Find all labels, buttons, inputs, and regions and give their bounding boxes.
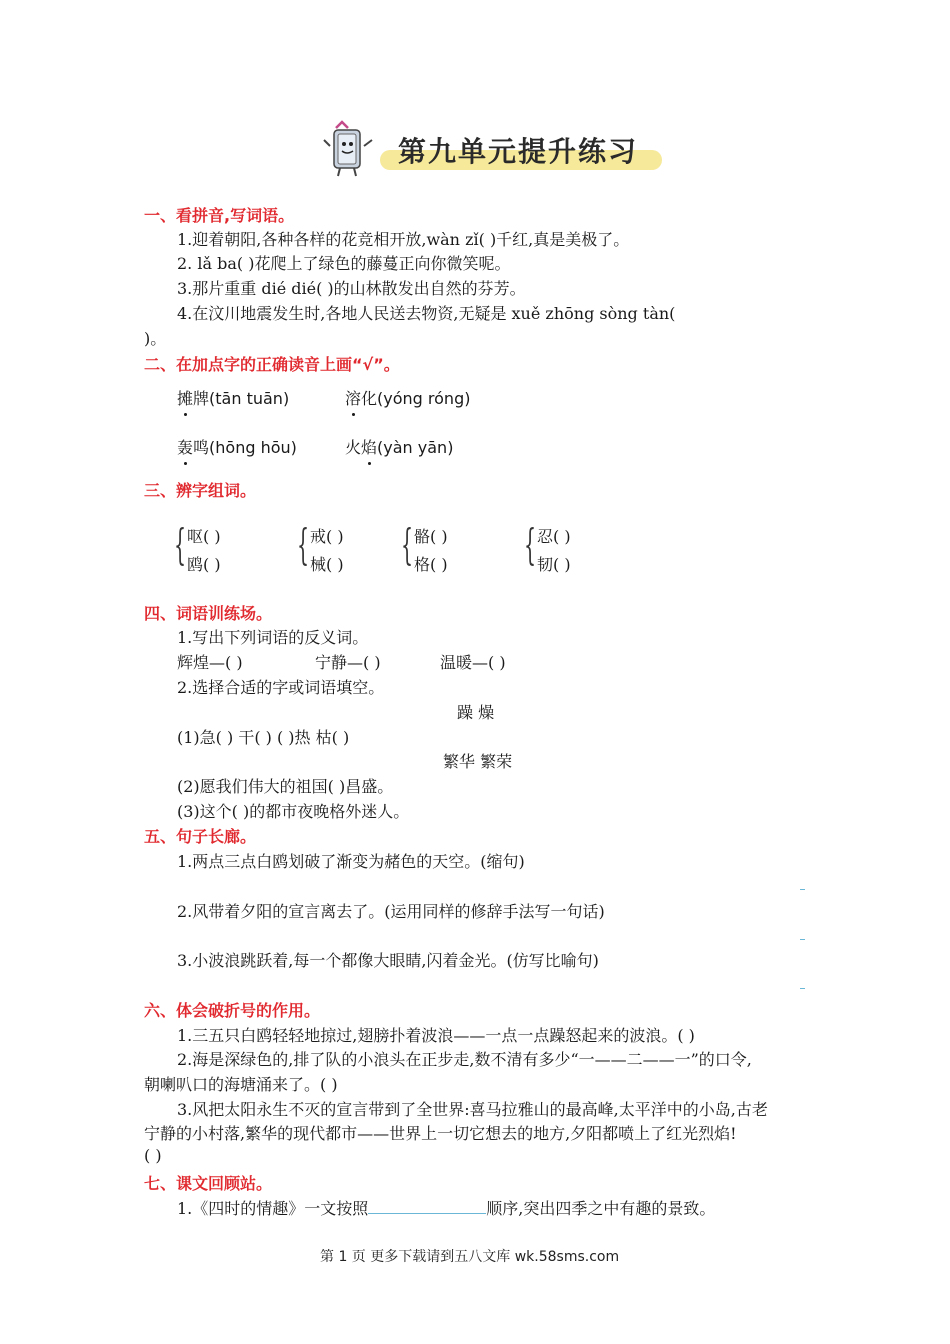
s3-pair-2-a: 戒( ) [310, 527, 344, 546]
s4-options-2: 繁华 繁荣 [443, 752, 513, 771]
section-4-heading: 四、词语训练场。 [144, 604, 273, 623]
s3-pair-4-a: 忍( ) [537, 527, 571, 546]
s3-pair-4-b: 韧( ) [537, 555, 571, 574]
s6-question-3-cont: 宁静的小村落,繁华的现代都市——世界上一切它想去的地方,夕阳都喷上了红光烈焰! [144, 1124, 737, 1143]
s6-question-3: 3.风把太阳永生不灭的宣言带到了全世界:喜马拉雅山的最高峰,太平洋中的小岛,古老 [177, 1100, 768, 1119]
s4-antonym-2: 宁静—( ) [315, 653, 381, 672]
s1-question-4-end: )。 [144, 329, 167, 348]
answer-line-marker [800, 939, 805, 940]
section-5-heading: 五、句子长廊。 [144, 827, 257, 846]
s1-question-4: 4.在汶川地震发生时,各地人民送去物资,无疑是 xuě zhōng sòng tàn( [177, 304, 676, 323]
brace-icon: { [401, 520, 414, 569]
s4-fill-2: (2)愿我们伟大的祖国( )昌盛。 [177, 777, 394, 796]
section-1-heading: 一、看拼音,写词语。 [144, 206, 295, 225]
s4-fill-3: (3)这个( )的都市夜晚格外迷人。 [177, 802, 410, 821]
s4-antonym-3: 温暖—( ) [440, 653, 506, 672]
s6-question-3-answer: ( ) [144, 1146, 162, 1165]
section-3-heading: 三、辨字组词。 [144, 481, 257, 500]
s4-fill-1: (1)急( ) 干( ) ( )热 枯( ) [177, 728, 350, 747]
s4-antonym-1: 辉煌—( ) [177, 653, 243, 672]
fill-blank[interactable] [368, 1199, 486, 1214]
s2-item-3: 轰鸣(hōng hōu) [177, 435, 297, 458]
s3-pair-3-b: 格( ) [414, 555, 448, 574]
s7-question-1: 1.《四时的情趣》一文按照 顺序,突出四季之中有趣的景致。 [177, 1199, 716, 1218]
s3-pair-2-b: 械( ) [310, 555, 344, 574]
answer-line-marker [800, 988, 805, 989]
brace-icon: { [297, 520, 310, 569]
section-2-heading: 二、在加点字的正确读音上画“√”。 [144, 355, 400, 374]
s4-question-1: 1.写出下列词语的反义词。 [177, 628, 369, 647]
section-6-heading: 六、体会破折号的作用。 [144, 1001, 321, 1020]
s1-question-1: 1.迎着朝阳,各种各样的花竞相开放,wàn zǐ( )千红,真是美极了。 [177, 230, 630, 249]
book-mascot-icon [320, 120, 380, 180]
dotted-char: 溶 [345, 386, 361, 409]
s2-item-4: 火焰(yàn yān) [345, 435, 453, 458]
dotted-char: 轰 [177, 435, 193, 458]
page-footer: 第 1 页 更多下载请到五八文库 wk.58sms.com [320, 1249, 620, 1265]
s2-item-2: 溶化(yóng róng) [345, 386, 470, 409]
s3-pair-3-a: 骼( ) [414, 527, 448, 546]
section-7-heading: 七、课文回顾站。 [144, 1174, 273, 1193]
brace-icon: { [174, 520, 187, 569]
s3-pair-1-a: 呕( ) [187, 527, 221, 546]
s6-question-2-cont: 朝喇叭口的海塘涌来了。( ) [144, 1075, 338, 1094]
s1-question-3: 3.那片重重 dié dié( )的山林散发出自然的芬芳。 [177, 279, 526, 298]
s5-question-3: 3.小波浪跳跃着,每一个都像大眼睛,闪着金光。(仿写比喻句) [177, 951, 599, 970]
s5-question-1: 1.两点三点白鸥划破了渐变为赭色的天空。(缩句) [177, 852, 525, 871]
s2-item-1: 摊牌(tān tuān) [177, 386, 289, 409]
title-banner [320, 120, 665, 180]
s4-options-1: 躁 燥 [457, 703, 495, 722]
brace-icon: { [524, 520, 537, 569]
s6-question-1: 1.三五只白鸥轻轻地掠过,翅膀扑着波浪——一点一点躁怒起来的波浪。( ) [177, 1026, 695, 1045]
s1-question-2: 2. lǎ ba( )花爬上了绿色的藤蔓正向你微笑呢。 [177, 254, 511, 273]
answer-line-marker [800, 889, 805, 890]
dotted-char: 焰 [361, 435, 377, 458]
s4-question-2: 2.选择合适的字或词语填空。 [177, 678, 385, 697]
s5-question-2: 2.风带着夕阳的宣言离去了。(运用同样的修辞手法写一句话) [177, 902, 605, 921]
page-title: 第九单元提升练习 [398, 135, 639, 168]
s3-pair-1-b: 鸥( ) [187, 555, 221, 574]
s6-question-2: 2.海是深绿色的,排了队的小浪头在正步走,数不清有多少“一——二——一”的口令, [177, 1050, 752, 1069]
dotted-char: 摊 [177, 386, 193, 409]
